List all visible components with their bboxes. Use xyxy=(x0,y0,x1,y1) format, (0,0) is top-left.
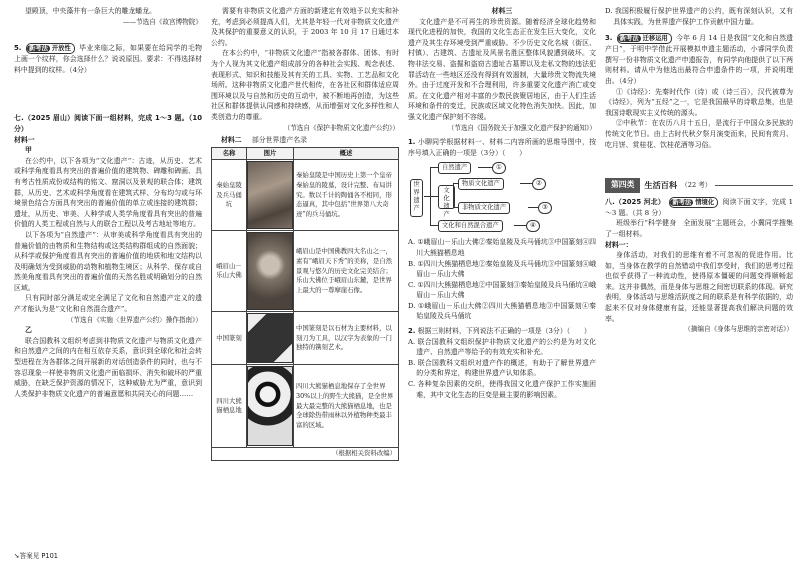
diagram-connector xyxy=(430,196,438,197)
question-2-number: 2. xyxy=(408,327,416,336)
section-number-box: 第四类 xyxy=(605,178,640,193)
question-1-text: 小聊同学根据材料一、材料二内容所画的思维导图中，按序号填入正确的一项是（3分）（ ） xyxy=(408,138,596,157)
section-header xyxy=(605,178,793,193)
question-8-number: 八.（2025 河北） xyxy=(605,197,665,206)
section-title: 生活百科 xyxy=(644,180,678,191)
diagram-slot-1: ① xyxy=(492,162,506,174)
question-8-context: 班级举行“科学健身 全面发展”主题班会，小冀同学搜集了一组材料。 xyxy=(605,219,793,238)
q2-option-b: B. 联合国教科文组织对遗产作的概述，有助于了解世界遗产的分类和界定，构建世界遗产认知体系。 xyxy=(408,358,596,378)
diagram-slot-3: ③ xyxy=(538,202,552,214)
question-7-heading: 七.（2025 眉山）阅读下面一组材料，完成 1～3 题。（10分） xyxy=(14,114,202,133)
column-3 xyxy=(408,6,596,561)
material-2-label: 材料二 xyxy=(221,136,242,145)
question-2 xyxy=(408,326,596,337)
diagram-connector xyxy=(430,167,438,168)
tag-label: 情境化 xyxy=(695,198,715,206)
arrow-icon: ➘ xyxy=(14,552,20,561)
giant-panda-photo xyxy=(247,366,293,446)
leshan-buddha-photo xyxy=(247,232,293,310)
question-8-tag xyxy=(669,197,718,208)
material-3-label: 材料三 xyxy=(491,7,513,15)
question-3-tag xyxy=(617,33,672,44)
q2-option-c: C. 各种复杂因素的交织，使得我国文化遗产保护工作实施困难，其中文化生态的巨变是最主要的影响因素。 xyxy=(408,380,596,399)
diagram-cultural: 文化遗产 xyxy=(438,185,455,209)
question-2-text: 根据三则材料，下列说法不正确的一项是（3分）（ ） xyxy=(417,327,591,336)
q1-option-b: B. ①四川大熊猫栖息地②秦始皇陵及兵马俑坑③中国篆刻④峨眉山－乐山大佛 xyxy=(408,259,596,279)
tag-label: 开放性 xyxy=(51,45,71,53)
diagram-arrow xyxy=(528,207,538,208)
q1-option-a: A. ①峨眉山－乐山大佛②秦始皇陵及兵马俑坑③中国篆刻④四川大熊猫栖息地 xyxy=(408,238,596,257)
material-1-label: 材料一 xyxy=(14,135,35,144)
table-header-row xyxy=(212,147,399,160)
jia-paragraph-2: 以下各项为“自然遗产”：从审美或科学角度看具有突出的普遍价值的由物质和生物结构或这类结构群组成的自然面貌；从科学或保护角度看具有突出的普遍价值的地质和地文结构以及明确划为受到威胁的动物和植物生境区；从科学、保存或自然美角度看具有突出的普遍价值的天然名胜或明确划分的自然区域。 xyxy=(14,230,202,292)
diagram-root: 世界遗产 xyxy=(410,179,423,217)
q3-item-1: ①《诗经》：先秦时代作（诗）或（诗三百），汉代被尊为《诗经》，列为“五经”之一，它是我国最早的诗歌总集，也是我国诗歌现实主义传统的源头。 xyxy=(605,87,793,117)
jia-paragraph-3: 只有同时部分满足或完全满足了文化和自然遗产定义的遗产才能认为是“文化和自然混合遗产”。 xyxy=(14,294,202,314)
mind-map-diagram xyxy=(408,161,596,233)
row-desc: 中国篆刻是以石材为主要材料，以刻刀为工具，以汉字为表象的一门独特的镌刻艺术。 xyxy=(294,312,399,365)
diagram-slot-2: ② xyxy=(532,178,546,190)
new-method-badge: 新考法 xyxy=(672,198,692,206)
tag-label: 迁移运用 xyxy=(642,35,668,43)
diagram-connector xyxy=(430,225,438,226)
table-row xyxy=(212,312,399,365)
column-1 xyxy=(14,6,202,561)
table-row xyxy=(212,160,399,231)
row-image xyxy=(247,231,294,312)
row-image xyxy=(247,312,294,365)
question-5-text: 毕业来临之际，如果要在给同学的毛物上画一个纹样，你会选择什么？说说原因。要求：不得选择材料中提到的纹样。（4分） xyxy=(14,44,202,74)
table-title: 部分世界遗产名录 xyxy=(251,136,307,145)
diagram-intangible: 非物质文化遗产 xyxy=(458,202,510,214)
question-8-heading xyxy=(605,197,793,219)
row-image xyxy=(247,160,294,231)
answer-reference xyxy=(14,551,58,562)
table-footer: （根据相关资料改编） xyxy=(212,448,399,461)
header-image: 图片 xyxy=(247,147,294,160)
column-4 xyxy=(605,6,793,561)
table-row xyxy=(212,231,399,312)
q1-option-c: C. ①四川大熊猫栖息地②中国篆刻③秦始皇陵及兵马俑坑④峨眉山－乐山大佛 xyxy=(408,280,596,300)
question-5-number: 5. xyxy=(14,44,22,53)
intangible-source: （节选自《保护非物质文化遗产公约》） xyxy=(283,123,399,132)
question-8-text: 阅读下面文字，完成 1～3 题。（共 8 分） xyxy=(605,197,793,217)
row-desc: 峨眉山是中国佛教四大名山之一，素有“峨眉天下秀”的美称，是自然景观与悠久的历史文化完美结合；乐山大佛位于峨眉山东麓，是世界上最大的一尊摩崖石像。 xyxy=(294,231,399,312)
row-name: 四川大熊猫栖息地 xyxy=(212,365,247,448)
diagram-mixed: 文化和自然混合遗产 xyxy=(438,220,503,232)
jia-source: （节选自《实施〈世界遗产公约〉操作指南》） xyxy=(66,315,202,324)
diagram-connector xyxy=(453,183,454,207)
top-line: 望殿顶，中央藻井有一条巨大的雕龙蟠龙。 xyxy=(25,7,156,15)
row-desc: 四川大熊猫栖息地保存了全世界 30%以上的野生大熊猫，是全世界最大最完整的大熊猫栖息地，也是全球除热带雨林以外植物种类最丰富的区域。 xyxy=(294,365,399,448)
q8-material-1-label: 材料一： xyxy=(605,240,633,249)
row-image xyxy=(247,365,294,448)
section-yi-label: 乙 xyxy=(25,326,32,335)
heritage-table xyxy=(211,147,399,461)
row-name: 峨眉山－乐山大佛 xyxy=(212,231,247,312)
q8-source: （摘编自《身体与思维的亲密对话》） xyxy=(684,325,793,334)
material-3-paragraph: 文化遗产是不可再生的珍贵资源。随着经济全球化趋势和现代化进程的加快，我国的文化生态正在发生巨大变化，文化遗产及其生存环境受到严重威胁。不少历史文化名城（街区、村镇）、古建筑、古遗址及风景名胜区整体风貌遭到破坏。文物非法交易、盗掘和盗窃古遗址古墓葬以及走私文物的违法犯罪活动在一些地区还没有得到有效遏制，大量珍贵文物流失境外。由于过度开发和不合理利用，许多重要文化遗产消亡或变质。在文化遗产相对丰富的少数民族聚居地区，由于人们生活环境和条件的变迁，民族或区域文化特色消失加快。因此，加强文化遗产保护刻不容缓。 xyxy=(408,17,596,121)
diagram-slot-4: ④ xyxy=(526,220,540,232)
top-source: ——节选自《故宫博物院》 xyxy=(122,17,202,26)
new-method-badge: 新考法 xyxy=(619,35,639,43)
row-name: 秦始皇陵及兵马俑坑 xyxy=(212,160,247,231)
jia-paragraph-1: 在公约中，以下各项为“文化遗产”：古迹，从历史、艺术或科学角度看具有突出的普遍价值的建筑物、碑雕和碑画、具有考古性质成份或结构的铭文、窟洞以及景观的联合体；建筑群，从历史、艺术或科学角度看在建筑式样、分布均匀或与环境景色结合方面具有突出的普遍价值的单立或连接的建筑群；遗址，从历史、审美、人种学或人类学角度看具有突出的普遍价值的人类工程或自然与人的联合工程以及考古地址等地方。 xyxy=(14,156,202,229)
answer-page: 答案见 P101 xyxy=(19,552,58,561)
row-name: 中国篆刻 xyxy=(212,312,247,365)
q3-item-2: ②中秋节：在农历八月十五日，是流行于中国众多民族的传统文化节日。由上古时代秋夕祭月演变而来，民间有赏月、吃月饼、赏桂花、饮桂花酒等习俗。 xyxy=(605,119,793,149)
row-desc: 秦始皇陵是中国历史上第一个皇帝秦始皇的陵墓，设计完整、布局讲究。数以千计的陶俑各不相同，形态逼真，其中包括“世界第八大奇迹”的兵马俑坑。 xyxy=(294,160,399,231)
intangible-paragraph-1: 需要有非物质文化遗产方面的新建定有效地予以充实和补充，考虑到必须提高人们，尤其是年轻一代对非物质文化遗产及其保护的重要意义的认识，于 2003 年 10 月 17 日通过本公约。 xyxy=(211,7,399,47)
section-jia-label: 甲 xyxy=(25,146,32,155)
question-1-number: 1. xyxy=(408,138,416,147)
question-5-tag xyxy=(26,43,75,54)
q1-option-d: D. ①峨眉山－乐山大佛②四川大熊猫栖息地③中国篆刻④秦始皇陵及兵马俑坑 xyxy=(408,301,596,321)
seal-carving-photo xyxy=(247,313,293,363)
question-3-text: 今年 6 月 14 日是我国“文化和自然遗产日”，于明中学借此开展模拟申遗主题活动，小睿同学负责撰写一份非物质文化遗产申遗报告，有同学向他提供了以下两则材料。请从中为他选出最符合申遗条件的一项，并说明理由。（4分） xyxy=(605,34,793,85)
section-divider xyxy=(715,185,793,186)
question-3 xyxy=(605,33,793,86)
question-1 xyxy=(408,137,596,158)
diagram-arrow xyxy=(514,225,526,226)
question-3-number: 3. xyxy=(605,34,613,43)
header-desc: 概述 xyxy=(294,147,399,160)
section-score: （22 考） xyxy=(681,181,712,190)
new-method-badge: 新考法 xyxy=(28,45,48,53)
terracotta-army-photo xyxy=(247,161,293,229)
table-row xyxy=(212,365,399,448)
yi-paragraph-1: 联合国教科文组织考虑到非物质文化遗产与物质文化遗产和自然遗产之间的内在相互依存关系，意识到全球化和社会转型进程在为各群体之间开展新的对话创造条件的同时，也与不容忍现象一样使非物质文化遗产面临损坏、消失和破坏的严重威胁，在缺乏保护资源的情况下，这种威胁尤为严重，意识到人类保护非物质文化遗产的普遍意愿和共同关心的问题…… xyxy=(14,336,202,398)
material-2-heading xyxy=(221,135,399,146)
header-name: 名称 xyxy=(212,147,247,160)
diagram-tangible: 物质文化遗产 xyxy=(458,178,504,190)
q8-paragraph-1: 身体活动，对我们的思维有着不可忽视的促进作用。比如，当身体在教学的自然错动中我们享受时，我们的思考过程也似乎获得了一种流动性，使得原本僵硬的问题变得顺畅起来。这并非偶然，而是身体与思维之间密切联系的体现。研究表明，身体活动与思维活跃度之间的联系是有科学依据的，动起来不仅对身体健康有益，还能显著提高我们解决问题的效率。 xyxy=(605,251,793,323)
question-5 xyxy=(14,43,202,75)
diagram-arrow xyxy=(520,183,532,184)
q2-option-d: D. 我国积极履行保护世界遗产的公约，既有深刻认识，又有具体实践，为世界遗产保护工作贡献中国力量。 xyxy=(605,7,793,26)
diagram-arrow xyxy=(478,167,492,168)
table-footer-row xyxy=(212,448,399,461)
intangible-paragraph-2: 在本公约中，“非物质文化遗产”指被各群体、团体、有时为个人视为其文化遗产组成部分的各种社会实践、观念表述、表现形式、知识和技能及其有关的工具、实物、工艺品和文化场所。这种非物质文化遗产世代相传，在各社区和群体适应周围环境以及与自然和历史的互动中，被不断地再创造，为这些社区和群体提供认同感和持续感，从而增强对文化多样性和人类创造力的尊重。 xyxy=(211,49,399,121)
column-2 xyxy=(211,6,399,561)
material-3-source: （节选自《国务院关于加强文化遗产保护的通知》） xyxy=(447,123,596,132)
q2-option-a: A. 联合国教科文组织保护非物质文化遗产的公约是为对文化遗产、自然遗产等给予的有效充实和补充。 xyxy=(408,337,596,357)
diagram-natural: 自然遗产 xyxy=(438,162,471,174)
